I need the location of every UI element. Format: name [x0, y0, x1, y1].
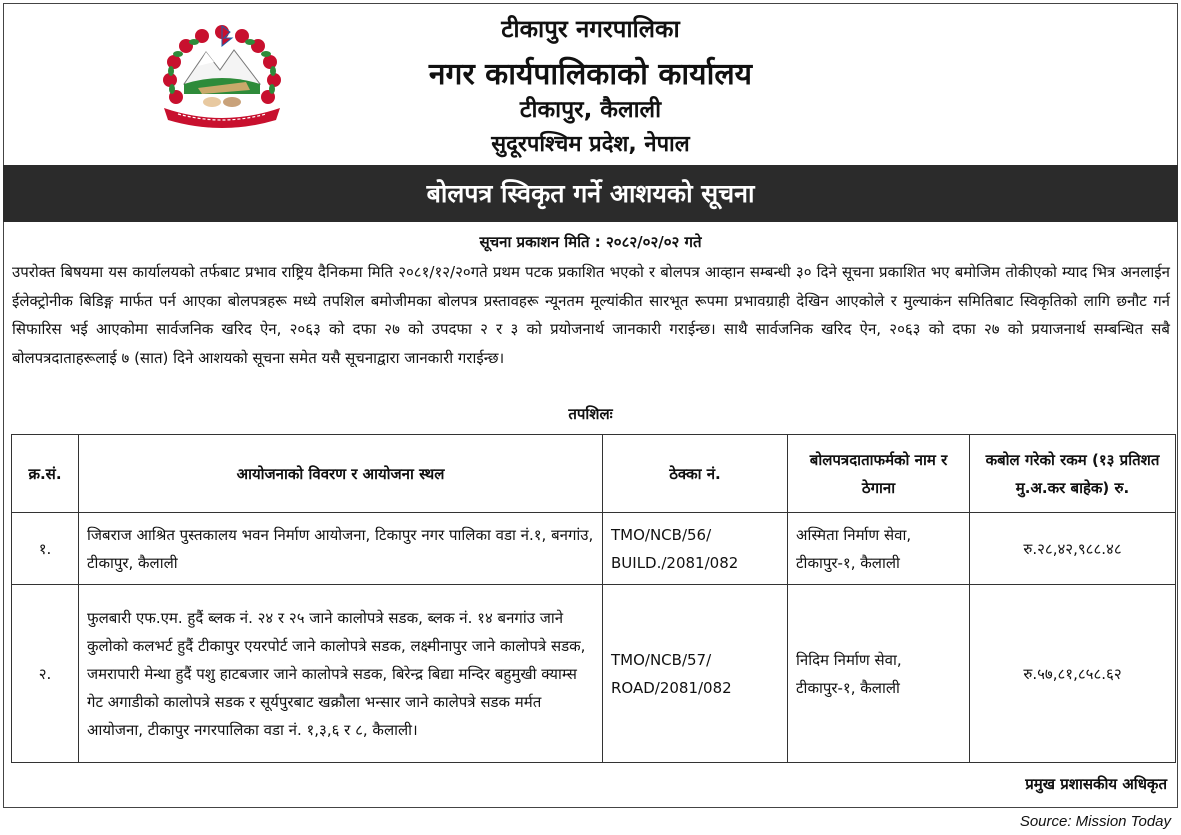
schedule-label: तपशिलः: [568, 405, 613, 423]
notice-body: उपरोक्त बिषयमा यस कार्यालयको तर्फबाट प्रभाव राष्ट्रिय दैनिकमा मिति २०८१/१२/२०गते प्रथम पटक प्रकाशित भएको र बोलपत्र आव्हान सम्बन्धी ३० दिने सूचना प्रकाशित भए बमोजिम तोकीएको म्याद भित्र अनलाईन ईलेक्ट्रोनीक बिडिङ्ग मार्फत पर्न आएका बोलपत्रहरू मध्ये तपशिल बमोजीमका बोलपत्र प्रस्तावहरू न्यूनतम मूल्यांकीत सारभूत रूपमा प्रभावग्राही देखिन आएकोले र मुल्याकंन समितिबाट स्विकृतिको लागि छनौट गर्न सिफारिस भई आएकोमा सार्वजनिक खरिद ऐन, २०६३ को दफा २७ को उपदफा २ र ३ को प्रयोजनार्थ जानकारी गराईन्छ। साथै सार्वजनिक खरिद ऐन, २०६३ को दफा २७ को प्रयाजनार्थ सम्बन्धित सबै बोलपत्रदाताहरूलाई ७ (सात) दिने आशयको सूचना समेत यसै सूचनाद्वारा जानकारी गराईन्छ।: [12, 263, 1170, 367]
municipality-name: टीकापुर नगरपालिका: [501, 15, 680, 43]
row-amount: रु.२८,४२,९८८.४८: [970, 513, 1176, 585]
header-contract-no: ठेक्का नं.: [603, 435, 788, 513]
row-contract-no: [603, 513, 788, 585]
table-row: [12, 513, 1176, 585]
office-location: टीकापुर, कैलाली: [519, 97, 662, 123]
office-name: नगर कार्यपालिकाको कार्यालय: [428, 57, 753, 92]
row-serial: २.: [12, 585, 79, 763]
contract-no-part1: TMO/NCB/57/: [611, 650, 712, 669]
contract-no-part2: ROAD/2081/082: [611, 678, 732, 697]
row-contract-no: [603, 585, 788, 763]
notice-title: बोलपत्र स्विकृत गर्ने आशयको सूचना: [3, 165, 1178, 222]
header: [0, 0, 1181, 165]
contract-no-part1: TMO/NCB/56/: [611, 525, 712, 544]
row-serial: १.: [12, 513, 79, 585]
source-credit: Source: Mission Today: [1019, 813, 1171, 830]
header-serial: क्र.सं.: [12, 435, 79, 513]
header-description: आयोजनाको विवरण र आयोजना स्थल: [79, 435, 603, 513]
publish-date: सूचना प्रकाशन मिति : २०८२/०२/०२ गते: [479, 233, 702, 251]
row-bidder: अस्मिता निर्माण सेवा, टीकापुर-१, कैलाली: [788, 513, 970, 585]
signatory-title: प्रमुख प्रशासकीय अधिकृत: [1025, 775, 1167, 793]
contract-no-part2: BUILD./2081/082: [611, 553, 739, 572]
header-amount: कबोल गरेको रकम (१३ प्रतिशत मु.अ.कर बाहेक) रु.: [970, 435, 1176, 513]
row-description: जिबराज आश्रित पुस्तकालय भवन निर्माण आयोजना, टिकापुर नगर पालिका वडा नं.१, बनगांउ, टीकापुर, कैलाली: [79, 513, 603, 585]
table-row: [12, 585, 1176, 763]
works-table: [11, 434, 1176, 763]
row-bidder: निदिम निर्माण सेवा, टीकापुर-१, कैलाली: [788, 585, 970, 763]
province-country: सुदूरपश्चिम प्रदेश, नेपाल: [491, 132, 690, 157]
row-amount: रु.५७,८१,८५८.६२: [970, 585, 1176, 763]
table-header-row: [12, 435, 1176, 513]
header-bidder: बोलपत्रदाताफर्मको नाम र ठेगाना: [788, 435, 970, 513]
row-description: फुलबारी एफ.एम. हुदैं ब्लक नं. २४ र २५ जाने कालोपत्रे सडक, ब्लक नं. १४ बनगांउ जाने कुलोको कलभर्ट हुदैं टीकापुर एयरपोर्ट जाने कालोपत्रे सडक, लक्ष्मीनापुर जाने कालोपत्रे सडक, जमरापारी मेन्था हुदैं पशु हाटबजार जाने कालोपत्रे सडक, बिरेन्द्र बिद्या मन्दिर बहुमुखी क्याम्स गेट अगाडीको कालोपत्रे सडक र सूर्यपुरबाट खक्रौला भन्सार जाने कालेपत्रे सडक मर्मत आयोजना, टीकापुर नगरपालिका वडा नं. १,३,६ र ८, कैलाली।: [79, 585, 603, 763]
